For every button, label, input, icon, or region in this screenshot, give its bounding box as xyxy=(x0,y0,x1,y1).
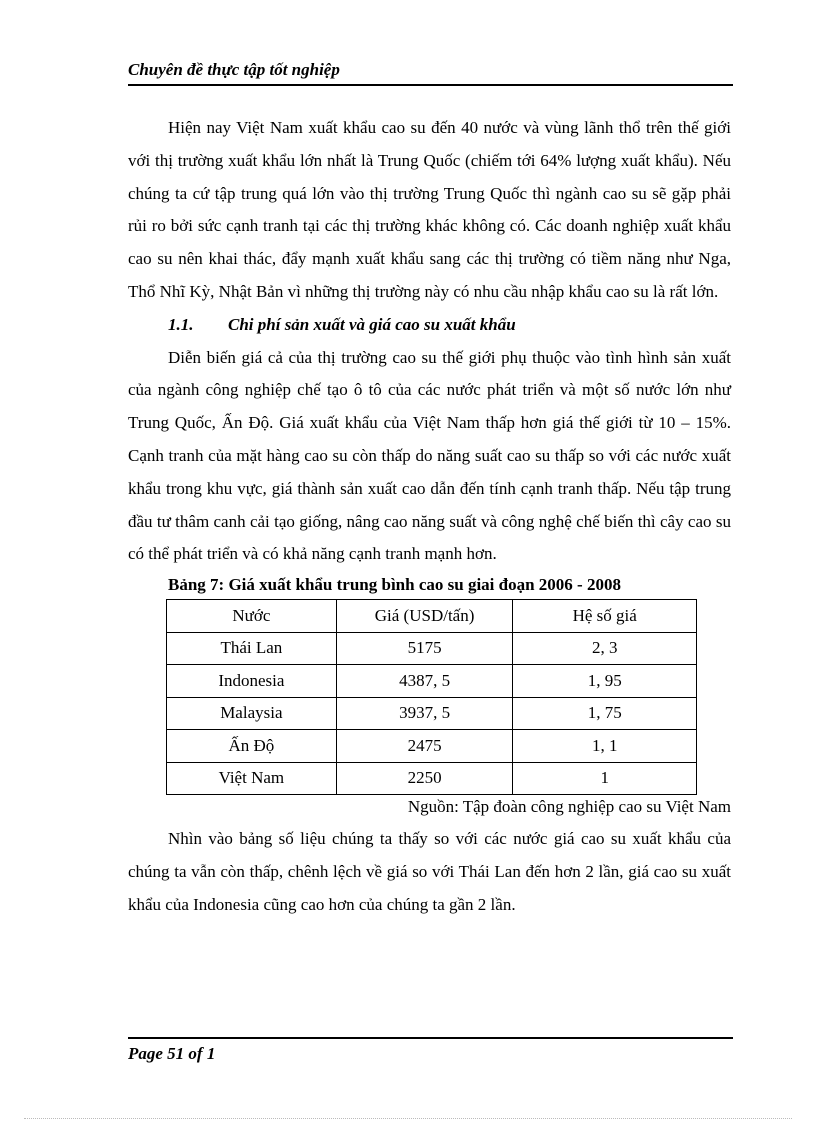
table-cell: 1, 1 xyxy=(513,730,697,763)
table-cell: Ấn Độ xyxy=(167,730,337,763)
table-cell: Malaysia xyxy=(167,697,337,730)
table-cell: 2, 3 xyxy=(513,632,697,665)
table-caption: Bảng 7: Giá xuất khẩu trung bình cao su giai đoạn 2006 - 2008 xyxy=(168,575,621,595)
table-cell: Thái Lan xyxy=(167,632,337,665)
paragraph-export-markets: Hiện nay Việt Nam xuất khẩu cao su đến 40 nước và vùng lãnh thổ trên thế giới với thị trường xuất khẩu lớn nhất là Trung Quốc (chiếm tới 64% lượng xuất khẩu). Nếu chúng ta cứ tập trung quá lớn vào thị trường Trung Quốc thì ngành cao su sẽ gặp phải rủi ro bởi sức cạnh tranh tại các thị trường khác không có. Các doanh nghiệp xuất khẩu cao su nên khai thác, đẩy mạnh xuất khẩu sang các thị trường có tiềm năng như Nga, Thổ Nhĩ Kỳ, Nhật Bản vì những thị trường này có nhu cầu nhập khẩu cao su là rất lớn. xyxy=(128,118,731,301)
paragraph-price-trends: Diễn biến giá cả của thị trường cao su thế giới phụ thuộc vào tình hình sản xuất của ngành công nghiệp chế tạo ô tô của các nước phát triển và một số nước lớn như Trung Quốc, Ấn Độ. Giá xuất khẩu của Việt Nam thấp hơn giá thế giới từ 10 – 15%. Cạnh tranh của mặt hàng cao su còn thấp do năng suất cao su thấp so với các nước xuất khẩu trong khu vực, giá thành sản xuất cao dẫn đến tính cạnh tranh thấp. Nếu tập trung đầu tư thâm canh cải tạo giống, nâng cao năng suất và công nghệ chế biến thì cây cao su có thể phát triển và có khả năng cạnh tranh mạnh hơn. xyxy=(128,347,731,564)
table-cell: Indonesia xyxy=(167,665,337,698)
section-number: 1.1. xyxy=(168,314,194,334)
table-cell: 5175 xyxy=(336,632,513,665)
table-header-cell: Nước xyxy=(167,600,337,633)
table-row xyxy=(167,730,697,763)
table-row xyxy=(167,762,697,795)
table-row xyxy=(167,665,697,698)
table-cell: 1, 95 xyxy=(513,665,697,698)
paragraph-analysis: Nhìn vào bảng số liệu chúng ta thấy so với các nước giá cao su xuất khẩu của chúng ta vẫn còn thấp, chênh lệch về giá so với Thái Lan đến hơn 2 lần, giá cao su xuất khẩu của Indonesia cũng cao hơn của chúng ta gần 2 lần. xyxy=(128,829,731,914)
section-title: Chi phí sản xuất và giá cao su xuất khẩu xyxy=(228,314,516,334)
table-cell: 1, 75 xyxy=(513,697,697,730)
table-row xyxy=(167,632,697,665)
table-header-cell: Hệ số giá xyxy=(513,600,697,633)
table-cell: 2250 xyxy=(336,762,513,795)
price-table xyxy=(166,599,697,795)
section-heading xyxy=(128,309,731,342)
page-header-title: Chuyên đề thực tập tốt nghiệp xyxy=(128,60,733,86)
table-cell: 2475 xyxy=(336,730,513,763)
table-row xyxy=(167,697,697,730)
table-cell: 1 xyxy=(513,762,697,795)
document-body xyxy=(128,112,731,922)
table-header-cell: Giá (USD/tấn) xyxy=(336,600,513,633)
page-footer-label: Page 51 of 1 xyxy=(128,1037,733,1064)
table-header-row xyxy=(167,600,697,633)
table-cell: 3937, 5 xyxy=(336,697,513,730)
table-cell: Việt Nam xyxy=(167,762,337,795)
table-cell: 4387, 5 xyxy=(336,665,513,698)
table-source-note: Nguồn: Tập đoàn công nghiệp cao su Việt Nam xyxy=(407,797,731,817)
page-edge-divider xyxy=(24,1118,792,1119)
